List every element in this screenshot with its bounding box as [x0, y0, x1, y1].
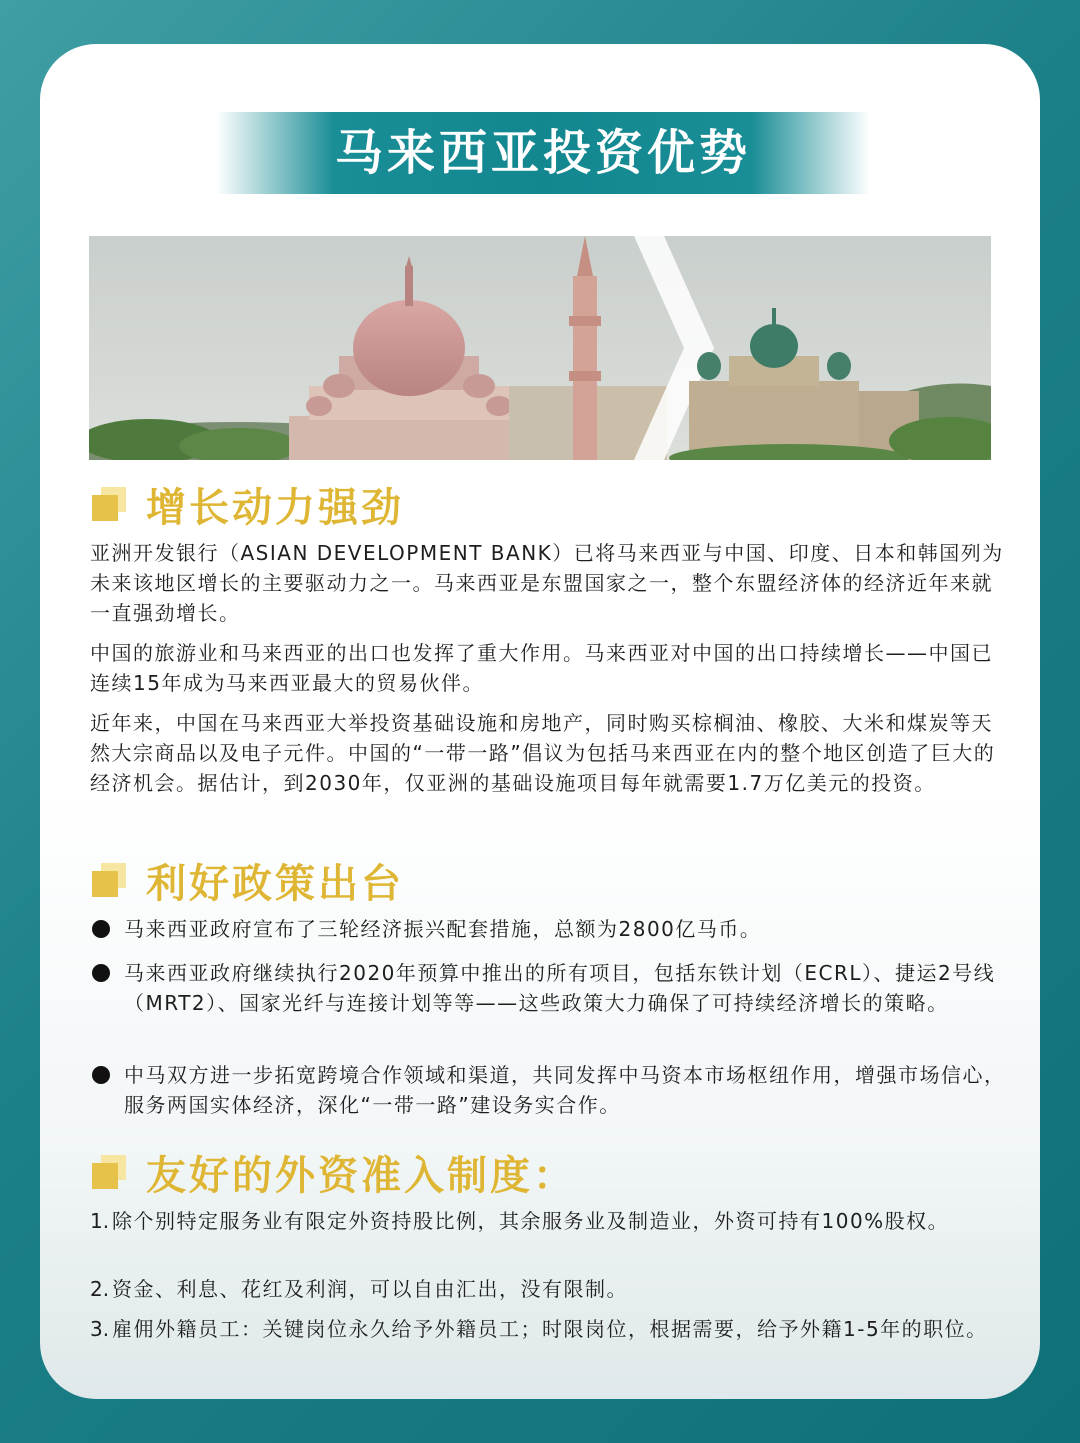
content-card	[40, 44, 1040, 1399]
numbered-item: 1. 除个别特定服务业有限定外资持股比例，其余服务业及制造业，外资可持有100%股权。	[90, 1209, 950, 1233]
section-heading-policy	[92, 852, 404, 908]
numbered-item: 3. 雇佣外籍员工：关键岗位永久给予外籍员工；时限岗位，根据需要，给予外籍1-5年的职位。	[90, 1317, 988, 1341]
list-item: 中马双方进一步拓宽跨境合作领域和渠道，共同发挥中马资本市场枢纽作用，增强市场信心，服务两国实体经济，深化“一带一路”建设务实合作。	[90, 1060, 1010, 1120]
list-item: 马来西亚政府宣布了三轮经济振兴配套措施，总额为2800亿马币。	[90, 914, 1010, 944]
list-item: 马来西亚政府继续执行2020年预算中推出的所有项目，包括东铁计划（ECRL）、捷运2号线（MRT2）、国家光纤与连接计划等等——这些政策大力确保了可持续经济增长的策略。	[90, 958, 1010, 1018]
square-bullet-icon	[92, 487, 126, 521]
bullet-dot-icon	[92, 1066, 110, 1084]
section-title: 利好政策出台	[146, 860, 404, 907]
square-bullet-icon	[92, 863, 126, 897]
paragraph: 亚洲开发银行（ASIAN DEVELOPMENT BANK）已将马来西亚与中国、印度、日本和韩国列为未来该地区增长的主要驱动力之一。马来西亚是东盟国家之一，整个东盟经济体的经济近年来就一直强劲增长。	[90, 541, 1004, 625]
section-title: 增长动力强劲	[146, 484, 404, 531]
bullet-dot-icon	[92, 920, 110, 938]
section-title: 友好的外资准入制度：	[146, 1152, 576, 1199]
section-heading-growth	[92, 476, 404, 532]
title-banner	[216, 112, 870, 194]
paragraph: 近年来，中国在马来西亚大举投资基础设施和房地产，同时购买棕榈油、橡胶、大米和煤炭等天然大宗商品以及电子元件。中国的“一带一路”倡议为包括马来西亚在内的整个地区创造了巨大的经济机会。据估计，到2030年，仅亚洲的基础设施项目每年就需要1.7万亿美元的投资。	[90, 711, 996, 795]
paragraph: 中国的旅游业和马来西亚的出口也发挥了重大作用。马来西亚对中国的出口持续增长——中国已连续15年成为马来西亚最大的贸易伙伴。	[90, 641, 993, 695]
section-heading-foreign-investment	[92, 1144, 576, 1200]
page-title: 马来西亚投资优势	[334, 125, 751, 181]
numbered-item: 2. 资金、利息、花红及利润，可以自由汇出，没有限制。	[90, 1277, 628, 1301]
bullet-dot-icon	[92, 964, 110, 982]
putrajaya-skyline-photo	[89, 236, 991, 460]
square-bullet-icon	[92, 1155, 126, 1189]
